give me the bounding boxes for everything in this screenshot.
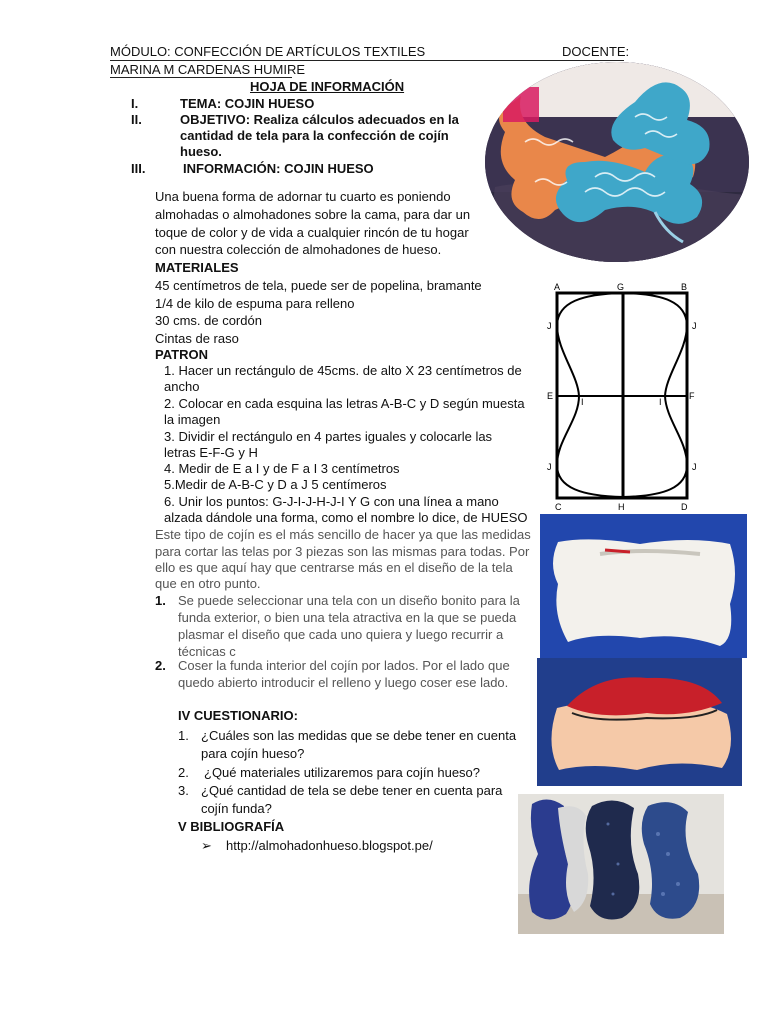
step-num-2: 2. bbox=[155, 658, 166, 673]
material-item: Cintas de raso bbox=[155, 331, 239, 346]
step-2-line: Coser la funda interior del cojín por lados. Por el lado que bbox=[178, 658, 510, 673]
section-num-1: I. bbox=[131, 96, 139, 111]
q3-num: 3. bbox=[178, 783, 189, 798]
intro-line: almohadas o almohadones sobre la cama, para dar un bbox=[155, 207, 471, 222]
para-line: para cortar las telas por 3 piezas son las mismas para todas. Por bbox=[155, 544, 530, 559]
header-docente: DOCENTE: bbox=[562, 44, 630, 59]
step-1-line: funda exterior, o bien una tela atractiva en la que se pueda bbox=[178, 610, 517, 625]
bone-pillows-photo bbox=[485, 62, 749, 262]
label-j: J bbox=[692, 321, 697, 331]
patron-line: 6. Unir los puntos: G-J-I-J-H-J-I Y G con una línea a mano bbox=[164, 494, 499, 509]
header-teacher: MARINA M CARDENAS HUMIRE bbox=[110, 62, 306, 77]
patron-line: 4. Medir de E a I y de F a I 3 centímetros bbox=[164, 461, 400, 476]
label-a: A bbox=[554, 282, 561, 292]
label-c: C bbox=[555, 502, 562, 512]
label-j: J bbox=[692, 462, 697, 472]
section-informacion: INFORMACIÓN: COJIN HUESO bbox=[183, 161, 374, 176]
intro-line: toque de color y de vida a cualquier rincón de tu hogar bbox=[155, 225, 469, 240]
label-f: F bbox=[689, 391, 695, 401]
bibliografia-link[interactable]: http://almohadonhueso.blogspot.pe/ bbox=[226, 838, 433, 853]
label-i: I bbox=[581, 397, 584, 407]
para-line: Este tipo de cojín es el más sencillo de hacer ya que las medidas bbox=[155, 527, 531, 542]
pattern-diagram bbox=[542, 280, 708, 514]
q3-line: ¿Qué cantidad de tela se debe tener en cuenta para bbox=[201, 783, 503, 798]
patron-line: 5.Medir de A-B-C y D a J 5 centímeros bbox=[164, 477, 387, 492]
para-line: que en otro punto. bbox=[155, 576, 261, 591]
label-i: I bbox=[659, 397, 662, 407]
material-item: 30 cms. de cordón bbox=[155, 313, 262, 328]
q2-line: ¿Qué materiales utilizaremos para cojín hueso? bbox=[204, 765, 481, 780]
step-1-line: técnicas c bbox=[178, 644, 236, 659]
patron-line: alzada dándole una forma, como el nombre lo dice, de HUESO bbox=[164, 510, 528, 525]
bone-pillows-illustration bbox=[485, 62, 749, 262]
label-j: J bbox=[547, 462, 552, 472]
page-title: HOJA DE INFORMACIÓN bbox=[250, 79, 405, 94]
fabric-cut-photo bbox=[540, 514, 747, 658]
patron-line: ancho bbox=[164, 379, 200, 394]
section-num-2: II. bbox=[131, 112, 142, 127]
step-1-line: plasmar el diseño que cada uno quiera y luego recurrir a bbox=[178, 627, 504, 642]
section-tema: TEMA: COJIN HUESO bbox=[180, 96, 315, 111]
section-objetivo-3: hueso. bbox=[180, 144, 222, 159]
q1-line: ¿Cuáles son las medidas que se debe tener en cuenta bbox=[201, 728, 517, 743]
fabric-cut-illustration bbox=[540, 514, 747, 658]
section-objetivo-2: cantidad de tela para la confección de cojín bbox=[180, 128, 449, 143]
header-module: MÓDULO: CONFECCIÓN DE ARTÍCULOS TEXTILES bbox=[110, 44, 426, 59]
materiales-heading: MATERIALES bbox=[155, 260, 239, 275]
label-h: H bbox=[618, 502, 625, 512]
material-item: 1/4 de kilo de espuma para relleno bbox=[155, 296, 355, 311]
step-num-1: 1. bbox=[155, 593, 166, 608]
para-line: ello es que aquí hay que centrarse más en el diseño de la tela bbox=[155, 560, 513, 575]
label-b: B bbox=[681, 282, 688, 292]
cuestionario-heading: IV CUESTIONARIO: bbox=[178, 708, 298, 723]
patron-line: letras E-F-G y H bbox=[164, 445, 258, 460]
step-1-line: Se puede seleccionar una tela con un diseño bonito para la bbox=[178, 593, 520, 608]
label-g: G bbox=[617, 282, 625, 292]
patron-line: 1. Hacer un rectángulo de 45cms. de alto X 23 centímetros de bbox=[164, 363, 522, 378]
navy-pillows-illustration bbox=[518, 794, 724, 934]
inner-pillow-photo bbox=[537, 658, 742, 786]
q1-line: para cojín hueso? bbox=[201, 746, 305, 761]
patron-heading: PATRON bbox=[155, 347, 208, 362]
intro-line: Una buena forma de adornar tu cuarto es poniendo bbox=[155, 189, 451, 204]
q2-num: 2. bbox=[178, 765, 189, 780]
patron-line: la imagen bbox=[164, 412, 221, 427]
inner-pillow-illustration bbox=[537, 658, 742, 786]
intro-line: con nuestra colección de almohadones de hueso. bbox=[155, 242, 442, 257]
section-num-3: III. bbox=[131, 161, 146, 176]
patron-line: 2. Colocar en cada esquina las letras A-B-C y D según muesta bbox=[164, 396, 525, 411]
navy-pillows-photo bbox=[518, 794, 724, 934]
bullet-icon: ➢ bbox=[201, 838, 212, 853]
q1-num: 1. bbox=[178, 728, 189, 743]
label-j: J bbox=[547, 321, 552, 331]
step-2-line: quedo abierto introducir el relleno y luego coser ese lado. bbox=[178, 675, 509, 690]
label-e: E bbox=[547, 391, 554, 401]
section-objetivo-1: OBJETIVO: Realiza cálculos adecuados en la bbox=[180, 112, 459, 127]
q3-line: cojín funda? bbox=[201, 801, 272, 816]
bibliografia-heading: V BIBLIOGRAFÍA bbox=[178, 819, 285, 834]
label-d: D bbox=[681, 502, 688, 512]
patron-line: 3. Dividir el rectángulo en 4 partes iguales y colocarle las bbox=[164, 429, 493, 444]
material-item: 45 centímetros de tela, puede ser de popelina, bramante bbox=[155, 278, 482, 293]
